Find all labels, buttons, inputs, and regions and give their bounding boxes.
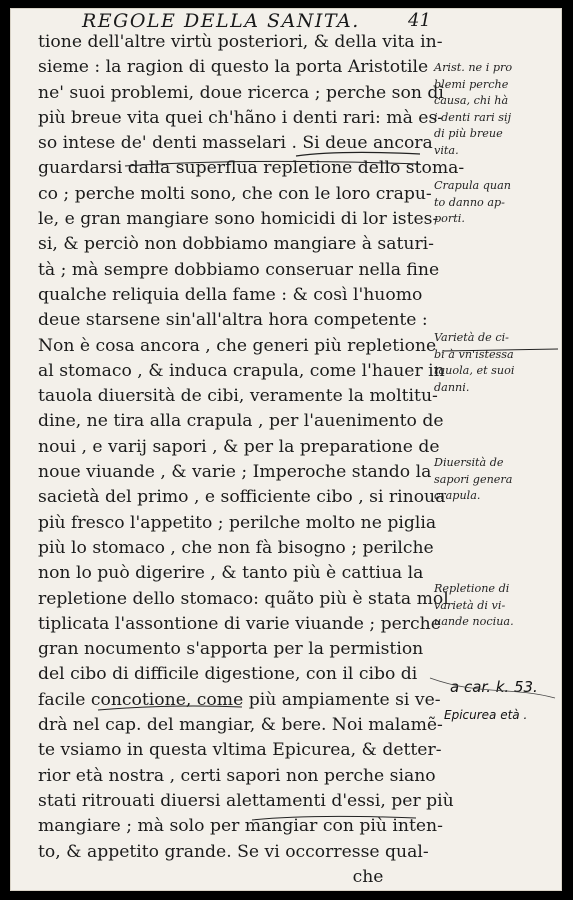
text-line: gran nocumento s'apporta per la permistion: [38, 639, 424, 660]
text-line: repletione dello stomaco: quãto più è stata mol: [38, 588, 449, 609]
text-line: si, & perciò non dobbiamo mangiare à saturi-: [38, 234, 434, 255]
text-line: le, e gran mangiare sono homicidi di lor istes-: [38, 209, 439, 230]
text-line: to, & appetito grande. Se vi occorresse qual-: [38, 841, 429, 862]
text-line: deue starsene sin'all'altra hora competente :: [38, 310, 428, 331]
text-line: tiplicata l'assontione di varie viuande ; perche: [38, 613, 441, 634]
text-line: dine, ne tira alla crapula , per l'auenimento de: [38, 411, 444, 432]
underline-stroke: [442, 349, 558, 351]
text-line: tione dell'altre virtù posteriori, & della vita in-: [38, 32, 443, 52]
text-line: Non è cosa ancora , che generi più repletione: [38, 335, 437, 356]
margin-note-diuersita: Diuersità de sapori genera crapula.: [434, 456, 513, 503]
text-line: facile concotione, come più ampiamente si ve-: [38, 689, 441, 710]
underline-stroke: [252, 816, 416, 820]
underline-stroke: [125, 161, 420, 166]
text-line: so intese de' denti masselari . Si deue ancora: [38, 133, 433, 154]
page-number: 41: [408, 10, 431, 31]
text-line: guardarsi dalla superflua repletione dello stoma-: [38, 158, 465, 179]
handwritten-cross-reference: a car. k. 53.: [450, 678, 538, 696]
margin-note-repletione: Repletione di varietà di vi- uande nociua.: [434, 582, 514, 629]
text-line: te vsiamo in questa vltima Epicurea, & detter-: [38, 740, 442, 761]
text-line: qualche reliquia della fame : & così l'huomo: [38, 284, 423, 305]
text-line: più breue vita quei ch'hãno i denti rari: mà es-: [38, 107, 444, 128]
text-line: ne' suoi problemi, doue ricerca ; perche son di: [38, 82, 444, 103]
text-line: co ; perche molti sono, che con le loro crapu-: [38, 183, 432, 204]
text-line: del cibo di difficile digestione, con il cibo di: [38, 664, 418, 685]
margin-note-varieta: Varietà de ci- bi à vn'istessa tauola, et suoi danni.: [434, 331, 515, 394]
text-line: non lo può digerire , & tanto più è cattiua la: [38, 563, 424, 584]
text-line: più lo stomaco , che non fà bisogno ; perilche: [38, 537, 434, 558]
text-line: al stomaco , & induca crapula, come l'hauer in: [38, 360, 445, 381]
pencil-stroke: [430, 678, 555, 698]
text-line: noue viuande , & varie ; Imperoche stando la: [38, 462, 432, 483]
book-page: [10, 8, 562, 891]
handwritten-note: Epicurea età .: [444, 708, 528, 722]
text-line: sieme : la ragion di questo la porta Aristotile: [38, 57, 429, 78]
text-line: rior età nostra , certi sapori non perche siano: [38, 765, 436, 786]
running-head: REGOLE DELLA SANITA.: [82, 10, 360, 32]
text-line: più fresco l'appetito ; perilche molto ne piglia: [38, 512, 437, 533]
text-line: noui , e varij sapori , & per la preparatione de: [38, 436, 440, 457]
text-line: mangiare ; mà solo per mangiar con più inten-: [38, 816, 443, 837]
text-line: stati ritrouati diuersi alettamenti d'essi, per più: [38, 790, 454, 811]
underline-stroke: [98, 706, 242, 710]
text-line: tà ; mà sempre dobbiamo conseruar nella fine: [38, 259, 440, 280]
text-line: drà nel cap. del mangiar, & bere. Noi malamẽ-: [38, 715, 443, 736]
margin-note-crapula: Crapula quan to danno ap- porti.: [434, 179, 511, 226]
text-line: tauola diuersità de cibi, veramente la moltitu-: [38, 386, 438, 407]
catchword: che: [352, 866, 384, 887]
underline-stroke: [296, 152, 420, 156]
underline-marks: [10, 8, 562, 891]
margin-note-aristotle: Arist. ne i pro blemi perche causa, chi hà i denti rari sij di più breue vita.: [434, 61, 513, 157]
text-line: sacietà del primo , e sofficiente cibo , si rinoua: [38, 487, 446, 508]
